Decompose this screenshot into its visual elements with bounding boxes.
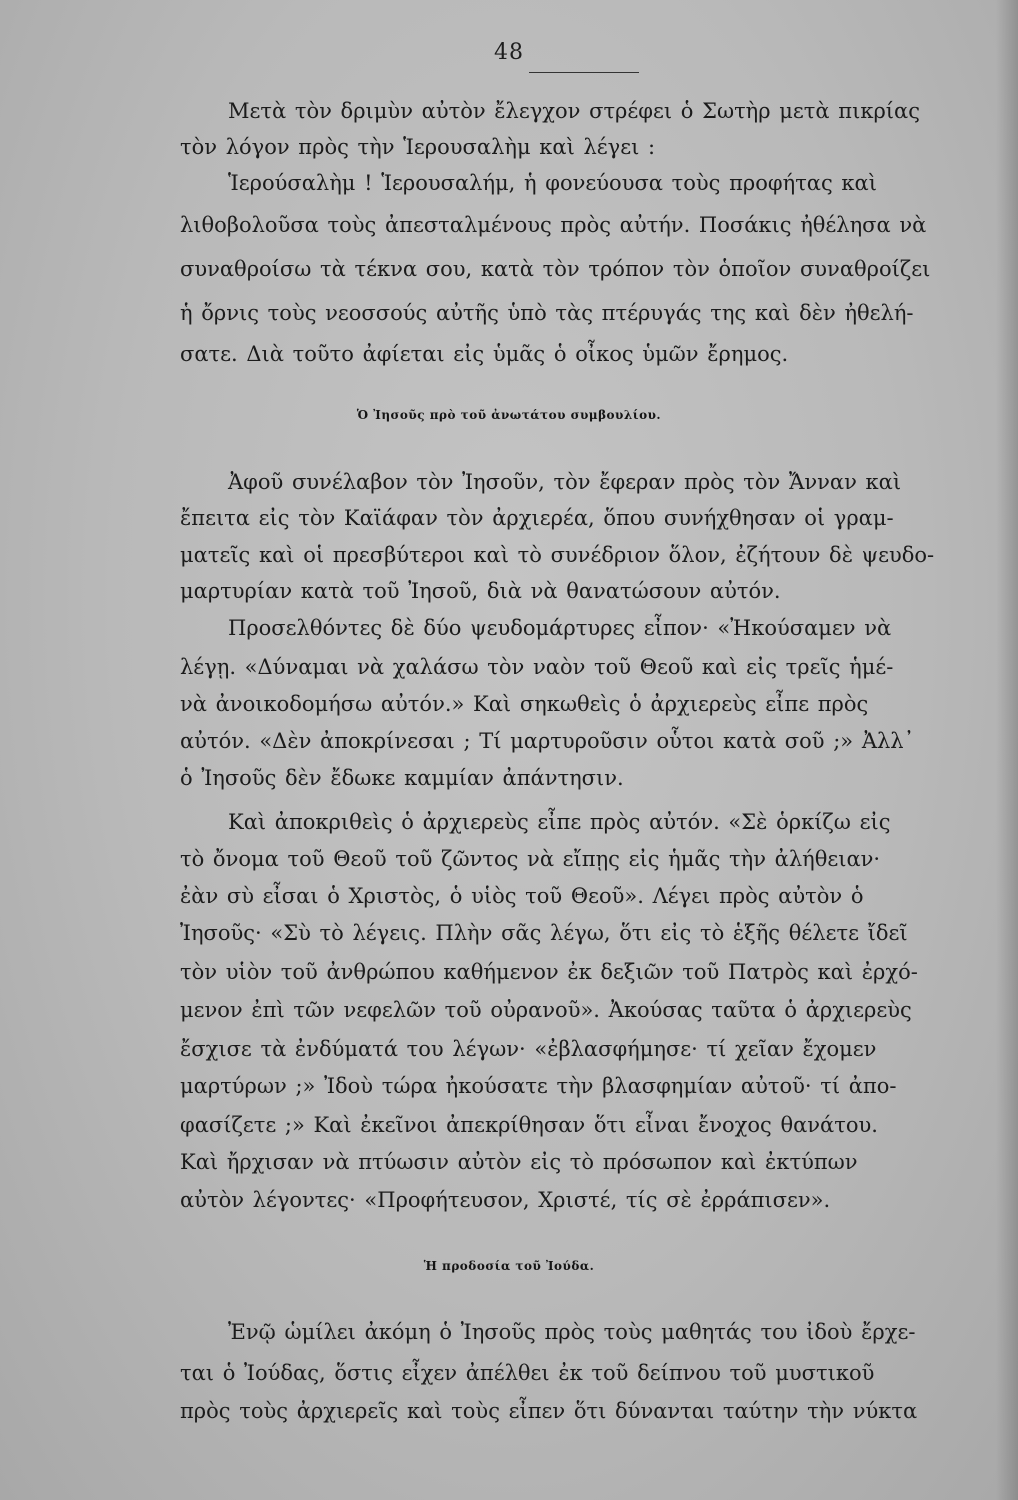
text-line: τὸν υἱὸν τοῦ ἀνθρώπου καθήμενον ἐκ δεξιῶν τοῦ Πατρὸς καὶ ἐρχό- — [180, 960, 918, 984]
text-line: φασίζετε ;» Καὶ ἐκεῖνοι ἀπεκρίθησαν ὅτι εἶναι ἔνοχος θανάτου. — [180, 1113, 878, 1137]
header-rule — [529, 72, 639, 73]
text-line: Καὶ ἀποκριθεὶς ὁ ἀρχιερεὺς εἶπε πρὸς αὐτόν. «Σὲ ὁρκίζω εἰς — [228, 810, 891, 834]
text-line: Προσελθόντες δὲ δύο ψευδομάρτυρες εἶπον· «Ἠκούσαμεν νὰ — [228, 616, 892, 640]
text-line: μαρτυρίαν κατὰ τοῦ Ἰησοῦ, διὰ νὰ θανατώσουν αὐτόν. — [180, 579, 781, 603]
text-line: αὐτόν. «Δὲν ἀποκρίνεσαι ; Τί μαρτυροῦσιν οὗτοι κατὰ σοῦ ;» Ἀλλ᾽ — [180, 729, 915, 753]
text-line: Ἀφοῦ συνέλαβον τὸν Ἰησοῦν, τὸν ἔφεραν πρὸς τὸν Ἄνναν καὶ — [228, 470, 902, 494]
text-line: Ἐνῷ ὡμίλει ἀκόμη ὁ Ἰησοῦς πρὸς τοὺς μαθητάς του ἰδοὺ ἔρχε- — [228, 1320, 916, 1344]
text-line: ἐὰν σὺ εἶσαι ὁ Χριστὸς, ὁ υἱὸς τοῦ Θεοῦ». Λέγει πρὸς αὐτὸν ὁ — [180, 884, 864, 908]
text-line: ἡ ὄρνις τοὺς νεοσσούς αὐτῆς ὑπὸ τὰς πτέρυγάς της καὶ δὲν ἠθελή- — [180, 301, 914, 325]
text-line: Μετὰ τὸν δριμὺν αὐτὸν ἔλεγχον στρέφει ὁ Σωτὴρ μετὰ πικρίας — [228, 99, 920, 123]
text-line: λέγῃ. «Δύναμαι νὰ χαλάσω τὸν ναὸν τοῦ Θεοῦ καὶ εἰς τρεῖς ἡμέ- — [180, 655, 894, 679]
text-line: τὸ ὄνομα τοῦ Θεοῦ τοῦ ζῶντος νὰ εἴπῃς εἰς ἡμᾶς τὴν ἀλήθειαν· — [180, 847, 881, 871]
text-line: ὁ Ἰησοῦς δὲν ἔδωκε καμμίαν ἀπάντησιν. — [180, 766, 624, 790]
text-line: Ἱερούσαλὴμ ! Ἱερουσαλήμ, ἡ φονεύουσα τοὺς προφήτας καὶ — [228, 171, 877, 195]
text-line: ματεῖς καὶ οἱ πρεσβύτεροι καὶ τὸ συνέδριον ὅλον, ἐζήτουν δὲ ψευδο- — [180, 543, 935, 567]
text-line: ται ὁ Ἰούδας, ὅστις εἶχεν ἀπέλθει ἐκ τοῦ δείπνου τοῦ μυστικοῦ — [180, 1361, 875, 1385]
section-heading: Ὁ Ἰησοῦς πρὸ τοῦ ἀνωτάτου συμβουλίου. — [356, 408, 662, 422]
text-line: ἔσχισε τὰ ἐνδύματά του λέγων· «ἐβλασφήμησε· τί χεῖαν ἔχομεν — [180, 1037, 877, 1061]
text-line: τὸν λόγον πρὸς τὴν Ἱερουσαλὴμ καὶ λέγει : — [180, 135, 656, 159]
text-line: συναθροίσω τὰ τέκνα σου, κατὰ τὸν τρόπον τὸν ὁποῖον συναθροίζει — [180, 257, 931, 281]
section-heading: Ἡ προδοσία τοῦ Ἰούδα. — [423, 1259, 595, 1273]
text-line: λιθοβολοῦσα τοὺς ἀπεσταλμένους πρὸς αὐτήν. Ποσάκις ἠθέλησα νὰ — [180, 213, 927, 237]
page-number: 48 — [494, 40, 524, 65]
text-line: μενον ἐπὶ τῶν νεφελῶν τοῦ οὐρανοῦ». Ἀκούσας ταῦτα ὁ ἀρχιερεὺς — [180, 998, 912, 1022]
text-line: Καὶ ἤρχισαν νὰ πτύωσιν αὐτὸν εἰς τὸ πρόσωπον καὶ ἐκτύπων — [180, 1150, 858, 1174]
text-line: αὐτὸν λέγοντες· «Προφήτευσον, Χριστέ, τίς σὲ ἐρράπισεν». — [180, 1188, 831, 1212]
text-line: νὰ ἀνοικοδομήσω αὐτόν.» Καὶ σηκωθεὶς ὁ ἀρχιερεὺς εἶπε πρὸς — [180, 692, 869, 716]
text-line: σατε. Διὰ τοῦτο ἀφίεται εἰς ὑμᾶς ὁ οἶκος ὑμῶν ἔρημος. — [180, 342, 789, 366]
text-line: πρὸς τοὺς ἀρχιερεῖς καὶ τοὺς εἶπεν ὅτι δύνανται ταύτην τὴν νύκτα — [180, 1399, 918, 1423]
text-line: Ἰησοῦς· «Σὺ τὸ λέγεις. Πλὴν σᾶς λέγω, ὅτι εἰς τὸ ἑξῆς θέλετε ἴδεῖ — [180, 921, 908, 945]
text-line: μαρτύρων ;» Ἰδοὺ τώρα ἠκούσατε τὴν βλασφημίαν αὐτοῦ· τί ἀπο- — [180, 1074, 897, 1098]
text-line: ἔπειτα εἰς τὸν Καϊάφαν τὸν ἀρχιερέα, ὅπου συνήχθησαν οἱ γραμ- — [180, 506, 894, 530]
